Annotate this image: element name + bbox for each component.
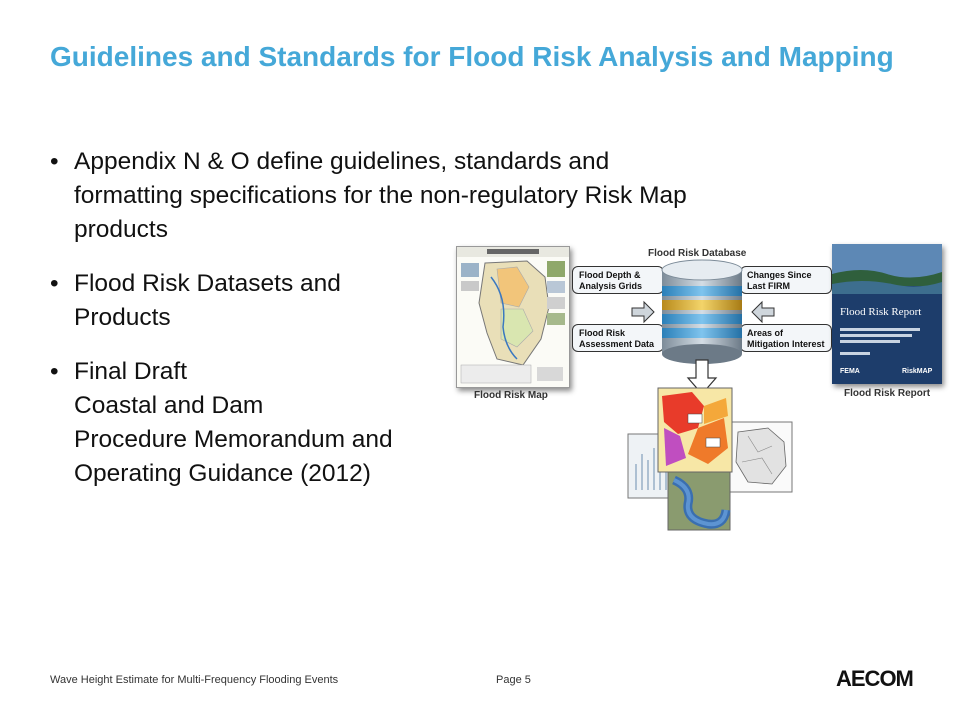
database-title: Flood Risk Database: [648, 248, 747, 259]
map-label: Flood Risk Map: [474, 390, 548, 401]
bullet-dot: •: [50, 148, 59, 175]
bullet-text-line: Appendix N & O define guidelines, standards and: [74, 148, 610, 175]
slide-title: Guidelines and Standards for Flood Risk Analysis and Mapping: [50, 41, 894, 72]
bullet-text-line: Coastal and Dam: [74, 392, 264, 419]
flood-risk-products-diagram: [448, 236, 948, 536]
bullet-text-line: formatting specifications for the non-regulatory Risk Map: [74, 182, 687, 209]
report-cover-title: Flood Risk Report: [840, 306, 922, 318]
bullet-text-line: Flood Risk Datasets and: [74, 270, 341, 297]
riskmap-logo: RiskMAP: [902, 368, 933, 375]
bullet-item: [50, 267, 434, 335]
box-changes-since-firm: Changes Since Last FIRM: [740, 266, 832, 294]
stacked-map-thumbnails: [624, 384, 804, 534]
box-flood-depth: Flood Depth & Analysis Grids: [572, 266, 664, 294]
footer-presentation-title: Wave Height Estimate for Multi-Frequency Flooding Events: [50, 674, 339, 686]
report-label: Flood Risk Report: [844, 388, 931, 399]
bullet-item: [50, 145, 900, 247]
fema-logo: FEMA: [840, 368, 860, 375]
bullet-text-line: Products: [74, 304, 171, 331]
box-mitigation-interest: Areas of Mitigation Interest: [740, 324, 832, 352]
bullet-text-line: Final Draft: [74, 358, 188, 385]
bullet-text-line: Procedure Memorandum and: [74, 426, 393, 453]
flood-risk-report-thumbnail: [832, 244, 942, 384]
aecom-logo: AECOM: [836, 666, 913, 691]
bullet-dot: •: [50, 358, 59, 385]
box-risk-assessment: Flood Risk Assessment Data: [572, 324, 664, 352]
bullet-text-line: Operating Guidance (2012): [74, 460, 371, 487]
footer-page-number: Page 5: [496, 674, 531, 686]
bullet-text-line: products: [74, 216, 168, 243]
bullet-dot: •: [50, 270, 59, 297]
